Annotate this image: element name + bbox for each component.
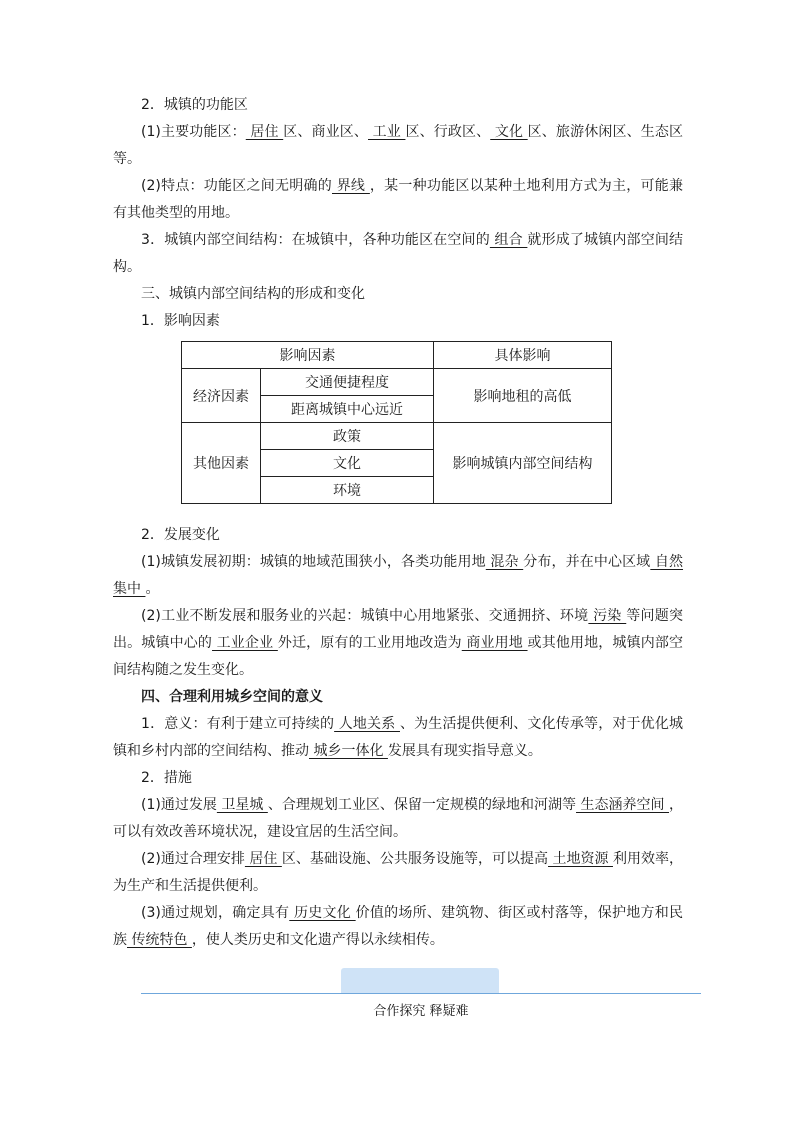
text: ，可以有效改善环境状况，建设宜居的生活空间。 xyxy=(113,797,684,840)
table-cell-item: 交通便捷程度 xyxy=(261,369,434,396)
answer-blank: 界线 xyxy=(332,178,370,194)
text: 区、行政区、 xyxy=(405,124,491,140)
table-cell-other: 其他因素 xyxy=(182,423,261,504)
paragraph-meaning xyxy=(113,711,683,765)
paragraph-spatial-structure xyxy=(113,227,683,281)
answer-blank: 卫星城 xyxy=(216,797,268,813)
text: ，某一种功能区以某种土地利用方式为主，可能兼有其他类型的用地。 xyxy=(113,178,683,221)
paragraph-early-stage xyxy=(113,549,683,603)
table-row xyxy=(182,423,612,450)
text: 区、基础设施、公共服务设施等，可以提高 xyxy=(281,851,549,867)
table-cell-item: 环境 xyxy=(261,477,434,504)
table-cell-item: 政策 xyxy=(261,423,434,450)
text: 、为生活提供便利、文化传承等，对于优化城镇和乡村内部的空间结构、推动 xyxy=(113,716,683,759)
document-body xyxy=(113,92,683,954)
answer-blank: 土地资源 xyxy=(548,851,613,867)
table-cell-economic: 经济因素 xyxy=(182,369,261,423)
text: 外迁，原有的工业用地改造为 xyxy=(277,635,462,651)
text: (2)通过合理安排 xyxy=(141,851,245,867)
text: 利用效率，为生产和生活提供便利。 xyxy=(113,851,684,894)
text: 分布，并在中心区域 xyxy=(523,554,651,570)
development-heading: 2．发展变化 xyxy=(141,527,220,543)
banner-title: 合作探究 释疑难 xyxy=(373,1004,469,1019)
text: 发展具有现实指导意义。 xyxy=(387,743,542,759)
text: (1)城镇发展初期：城镇的地域范围狭小，各类功能用地 xyxy=(141,554,486,570)
answer-blank: 污染 xyxy=(588,608,627,624)
text: 价值的场所、建筑物、街区或村落等，保护地方和民族 xyxy=(113,905,683,948)
paragraph-measure-3 xyxy=(113,900,683,954)
answer-blank: 历史文化 xyxy=(289,905,356,921)
text: 就形成了城镇内部空间结构。 xyxy=(113,232,684,275)
paragraph-industrial-stage xyxy=(113,603,683,684)
answer-blank: 居住 xyxy=(245,124,284,140)
answer-blank: 商业用地 xyxy=(461,635,528,651)
text: ，使人类历史和文化遗产得以永续相传。 xyxy=(191,932,444,948)
table-cell-effect: 影响地租的高低 xyxy=(434,369,612,423)
answer-blank: 工业 xyxy=(368,124,406,140)
answer-blank: 自然集中 xyxy=(113,554,684,597)
answer-blank: 居住 xyxy=(244,851,282,867)
text: (1)主要功能区： xyxy=(141,124,246,140)
text: (2)特点：功能区之间无明确的 xyxy=(141,178,332,194)
paragraph-main-zones xyxy=(113,119,683,173)
answer-blank: 生态涵养空间 xyxy=(576,797,670,813)
answer-blank: 文化 xyxy=(490,124,528,140)
banner-tab xyxy=(341,968,499,994)
factors-table xyxy=(181,341,612,504)
part-four-heading: 四、合理利用城乡空间的意义 xyxy=(141,689,323,705)
factors-heading: 1．影响因素 xyxy=(141,313,220,329)
text: (1)通过发展 xyxy=(141,797,217,813)
section-heading-functional-zones: 2．城镇的功能区 xyxy=(141,97,248,113)
text: 区、旅游休闲区、生态区等。 xyxy=(113,124,683,167)
text: 、合理规划工业区、保留一定规模的绿地和河湖等 xyxy=(267,797,577,813)
table-cell-effect: 影响城镇内部空间结构 xyxy=(434,423,612,504)
table-header-row xyxy=(182,342,612,369)
answer-blank: 人地关系 xyxy=(334,716,400,732)
banner-divider xyxy=(141,993,701,994)
measures-heading: 2．措施 xyxy=(141,770,192,786)
text: 3．城镇内部空间结构：在城镇中，各种功能区在空间的 xyxy=(141,232,490,248)
table-cell-item: 距离城镇中心远近 xyxy=(261,396,434,423)
answer-blank: 组合 xyxy=(489,232,528,248)
paragraph-measure-2 xyxy=(113,846,683,900)
section-banner xyxy=(141,968,701,1024)
table-header-effect: 具体影响 xyxy=(434,342,612,369)
text: 。 xyxy=(145,581,160,597)
text: 等问题突出。城镇中心的 xyxy=(113,608,683,651)
text: 1．意义：有利于建立可持续的 xyxy=(141,716,335,732)
answer-blank: 传统特色 xyxy=(127,932,192,948)
answer-blank: 城乡一体化 xyxy=(309,743,388,759)
table-cell-item: 文化 xyxy=(261,450,434,477)
text: (3)通过规划，确定具有 xyxy=(141,905,290,921)
text: 或其他用地，城镇内部空间结构随之发生变化。 xyxy=(113,635,684,678)
table-row xyxy=(182,369,612,396)
paragraph-measure-1 xyxy=(113,792,683,846)
table-header-factor: 影响因素 xyxy=(182,342,434,369)
part-three-heading: 三、城镇内部空间结构的形成和变化 xyxy=(141,286,365,302)
text: 区、商业区、 xyxy=(283,124,368,140)
paragraph-features xyxy=(113,173,683,227)
text: (2)工业不断发展和服务业的兴起：城镇中心用地紧张、交通拥挤、环境 xyxy=(141,608,589,624)
answer-blank: 混杂 xyxy=(485,554,524,570)
answer-blank: 工业企业 xyxy=(212,635,278,651)
